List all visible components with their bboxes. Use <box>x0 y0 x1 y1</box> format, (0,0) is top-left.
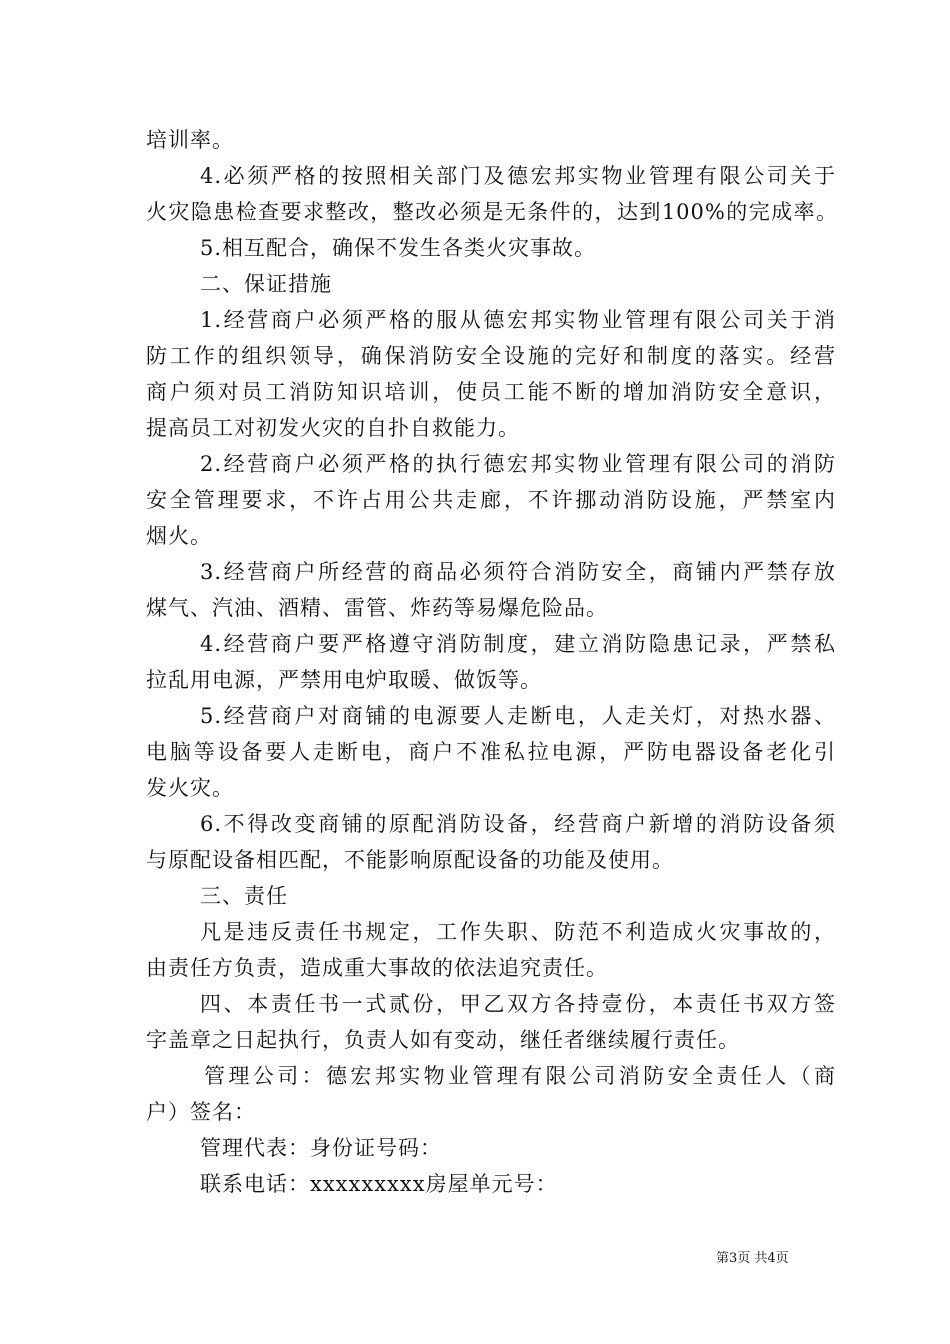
text-line: 凡是违反责任书规定，工作失职、防范不利造成火灾事故的， <box>200 920 836 944</box>
text-line: 2.经营商户必须严格的执行德宏邦实物业管理有限公司的消防 <box>200 452 836 476</box>
text-line: 四、本责任书一式贰份，甲乙双方各持壹份，本责任书双方签 <box>200 992 836 1016</box>
text-line: 提高员工对初发火灾的自扑自救能力。 <box>146 416 520 440</box>
signature-line: 管理代表：身份证号码： <box>200 1136 442 1160</box>
text-line: 烟火。 <box>146 524 212 548</box>
text-line: 煤气、汽油、酒精、雷管、炸药等易爆危险品。 <box>146 596 608 620</box>
signature-line: 联系电话：xxxxxxxxx房屋单元号： <box>200 1172 558 1196</box>
text-line: 1.经营商户必须严格的服从德宏邦实物业管理有限公司关于消 <box>200 308 836 332</box>
text-line: 安全管理要求，不许占用公共走廊，不许挪动消防设施，严禁室内 <box>146 488 836 512</box>
text-line: 火灾隐患检查要求整改，整改必须是无条件的，达到100%的完成率。 <box>146 200 838 224</box>
signature-line: 管理公司：德宏邦实物业管理有限公司消防安全责任人（商 <box>204 1064 836 1088</box>
text-line: 电脑等设备要人走断电，商户不准私拉电源，严防电器设备老化引 <box>146 740 836 764</box>
text-line: 发火灾。 <box>146 776 234 800</box>
text-line: 4.经营商户要严格遵守消防制度，建立消防隐患记录，严禁私 <box>200 632 836 656</box>
text-line: 培训率。 <box>146 128 234 152</box>
text-line: 3.经营商户所经营的商品必须符合消防安全，商铺内严禁存放 <box>200 560 836 584</box>
text-line: 4.必须严格的按照相关部门及德宏邦实物业管理有限公司关于 <box>200 164 836 188</box>
text-line: 字盖章之日起执行，负责人如有变动，继任者继续履行责任。 <box>146 1028 740 1052</box>
page-number: 第3页 共4页 <box>716 1251 789 1266</box>
text-line: 商户须对员工消防知识培训，使员工能不断的增加消防安全意识， <box>146 380 836 404</box>
text-line: 6.不得改变商铺的原配消防设备，经营商户新增的消防设备须 <box>200 812 836 836</box>
text-line: 由责任方负责，造成重大事故的依法追究责任。 <box>146 956 608 980</box>
signature-line: 户）签名： <box>146 1100 256 1124</box>
section-heading: 三、责任 <box>200 884 288 908</box>
text-line: 拉乱用电源，严禁用电炉取暖、做饭等。 <box>146 668 542 692</box>
text-line: 防工作的组织领导，确保消防安全设施的完好和制度的落实。经营 <box>146 344 836 368</box>
text-line: 与原配设备相匹配，不能影响原配设备的功能及使用。 <box>146 848 674 872</box>
text-line: 5.相互配合，确保不发生各类火灾事故。 <box>200 236 597 260</box>
section-heading: 二、保证措施 <box>200 272 332 296</box>
text-line: 5.经营商户对商铺的电源要人走断电，人走关灯，对热水器、 <box>200 704 836 728</box>
